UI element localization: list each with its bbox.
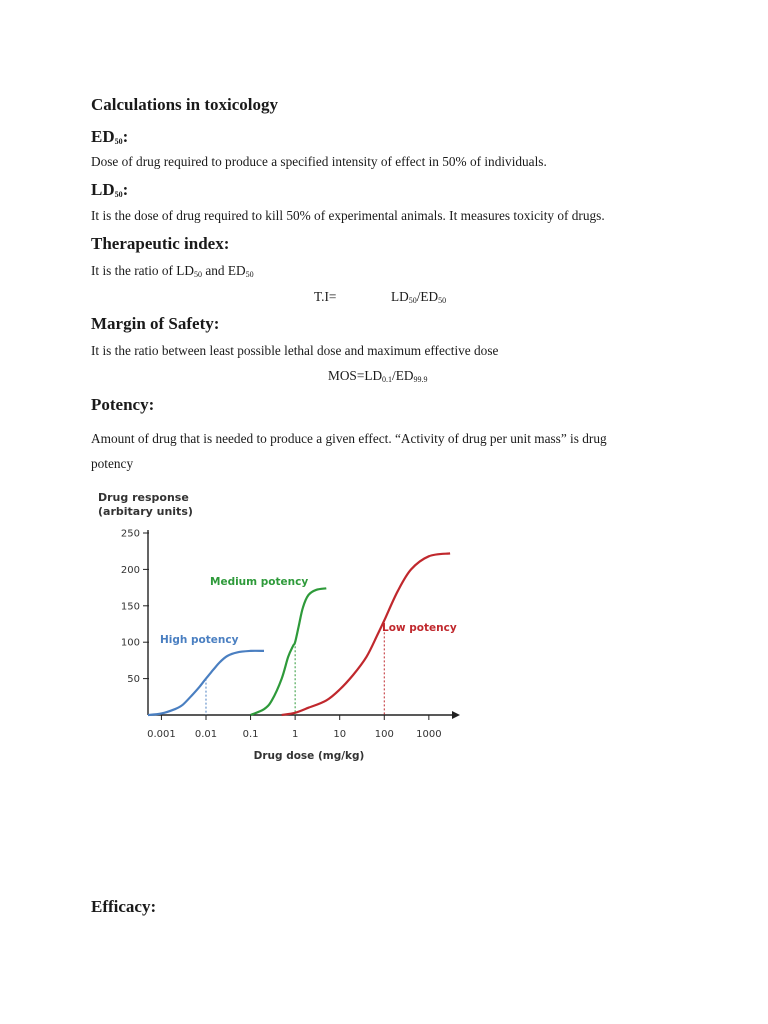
ti-text-mid: and ED <box>202 263 246 278</box>
dose-response-chart <box>88 485 470 765</box>
y-tick-label: 250 <box>120 528 140 540</box>
x-tick-label: 1000 <box>416 729 442 740</box>
ti-formula-right <box>391 289 446 305</box>
ld50-heading-suffix: : <box>122 180 129 199</box>
x-axis-arrow <box>452 711 460 719</box>
y-tick-label: 50 <box>127 674 140 686</box>
document-title: Calculations in toxicology <box>91 95 279 114</box>
chart-series <box>148 553 457 715</box>
x-tick-label: 10 <box>333 729 347 740</box>
ld50-heading-sub: 50 <box>114 190 123 199</box>
y-tick-label: 150 <box>120 601 140 613</box>
medium-potency-label: Medium potency <box>210 576 309 588</box>
margin-of-safety-heading: Margin of Safety: <box>91 314 220 333</box>
x-tick-label: 100 <box>374 729 394 740</box>
x-axis-label: Drug dose (mg/kg) <box>253 750 365 762</box>
x-tick-label: 0.1 <box>242 729 259 740</box>
ti-text-sub1: 50 <box>194 270 203 279</box>
y-tick-label: 200 <box>120 564 140 576</box>
ld50-heading-main: LD <box>91 180 115 199</box>
ed50-heading-sub: 50 <box>114 137 123 146</box>
ti-text-sub2: 50 <box>245 270 254 279</box>
y-axis-label-line1: Drug response <box>98 491 189 504</box>
potency-heading: Potency: <box>91 395 155 414</box>
ed50-heading-suffix: : <box>122 127 129 146</box>
y-axis-label-line2: (arbitary units) <box>98 505 193 518</box>
ti-formula-left: T.I= <box>314 289 337 304</box>
ed50-heading-main: ED <box>91 127 115 146</box>
x-tick-label: 0.01 <box>194 729 218 740</box>
potency-definition-line1: Amount of drug that is needed to produce a given effect. “Activity of drug per unit mass” is drug <box>91 431 607 446</box>
x-tick-label: 0.001 <box>147 729 176 740</box>
mos-formula <box>328 368 427 384</box>
mos-formula-b-sub: 99.9 <box>413 375 428 384</box>
ed50-definition: Dose of drug required to produce a specified intensity of effect in 50% of individuals. <box>91 154 547 169</box>
ti-formula-a: LD <box>391 289 409 304</box>
therapeutic-index-definition <box>91 263 254 279</box>
low-potency-label: Low potency <box>382 622 457 634</box>
ld50-heading <box>91 180 128 200</box>
ti-formula-slash: /ED <box>416 289 439 304</box>
ti-text-prefix: It is the ratio of LD <box>91 263 195 278</box>
ed50-heading <box>91 127 128 147</box>
mos-formula-a-sub: 0.1 <box>382 375 393 384</box>
mos-formula-a: MOS=LD <box>328 368 383 383</box>
ld50-definition: It is the dose of drug required to kill 50% of experimental animals. It measures toxicity of drugs. <box>91 208 605 223</box>
mos-formula-b: /ED <box>392 368 414 383</box>
margin-of-safety-definition: It is the ratio between least possible lethal dose and maximum effective dose <box>91 343 499 358</box>
potency-definition-line2: potency <box>91 456 134 471</box>
y-tick-label: 100 <box>120 637 140 649</box>
high-potency-label: High potency <box>160 634 239 646</box>
ti-formula-a-sub: 50 <box>408 296 417 305</box>
efficacy-heading: Efficacy: <box>91 897 157 916</box>
x-tick-label: 1 <box>291 729 299 740</box>
therapeutic-index-heading: Therapeutic index: <box>91 234 230 253</box>
ti-formula-b-sub: 50 <box>438 296 447 305</box>
